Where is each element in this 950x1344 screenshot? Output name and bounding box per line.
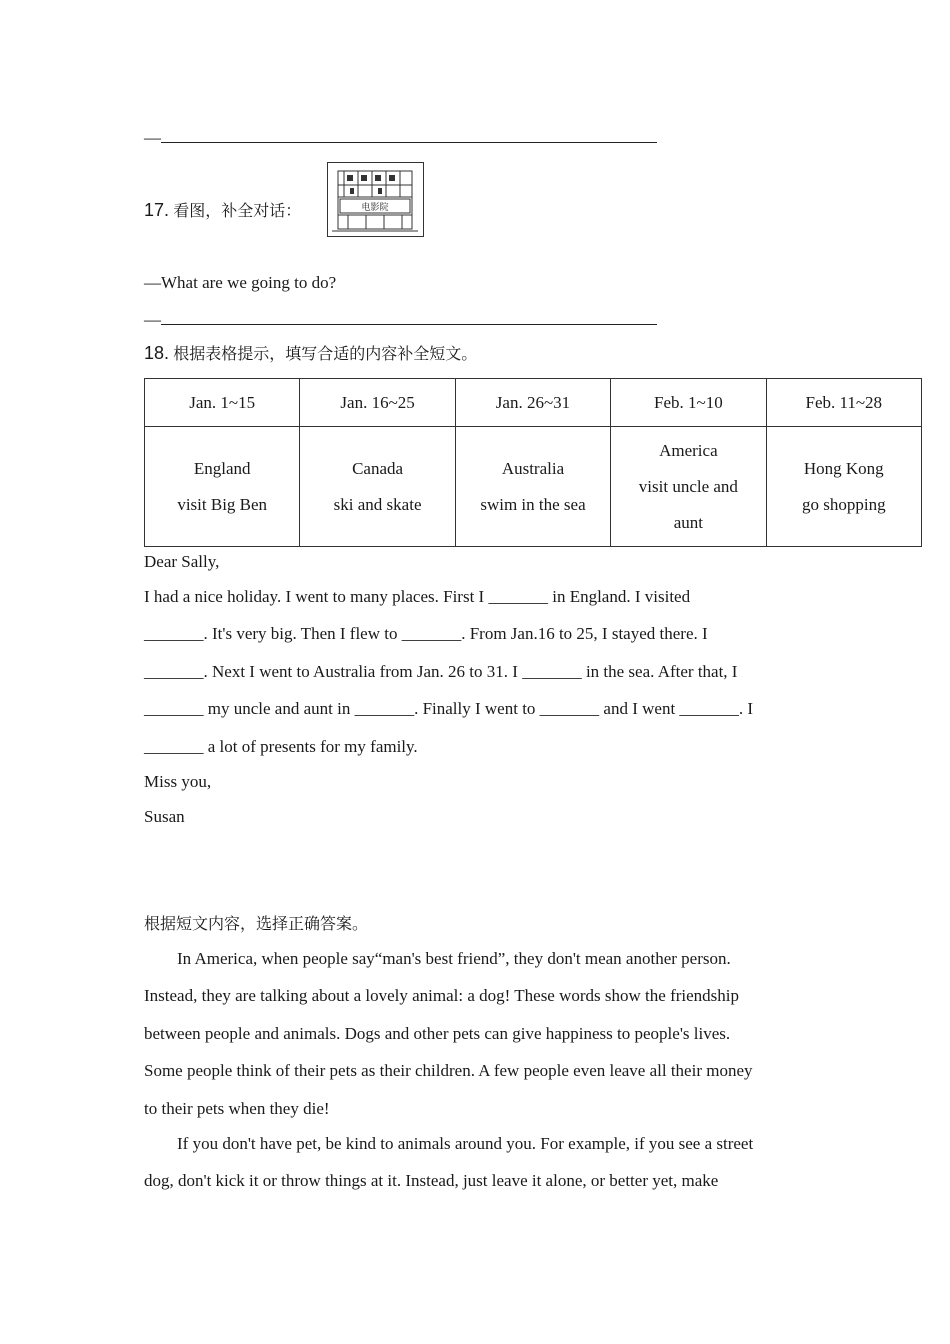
- letter-signature: Susan: [144, 807, 185, 826]
- reading-line: If you don't have pet, be kind to animals around you. For example, if you see a street: [177, 1134, 754, 1153]
- travel-plan-table: [144, 378, 922, 547]
- letter-closing: Miss you,: [144, 772, 212, 791]
- q17-question: —What are we going to do?: [144, 273, 337, 292]
- cinema-picture: [327, 162, 424, 237]
- letter-line: _______. It's very big. Then I flew to _______. From Jan.16 to 25, I stayed there. I: [144, 624, 708, 644]
- reading-line: to their pets when they die!: [144, 1098, 330, 1118]
- answer-dash: —: [144, 310, 161, 329]
- letter-body: [144, 578, 804, 765]
- table-cell-date: Jan. 16~25: [300, 379, 455, 427]
- plan-place: Canada: [352, 458, 404, 478]
- table-cell-plan: [766, 427, 921, 547]
- question-number: 18.: [144, 343, 170, 363]
- letter-line: _______ my uncle and aunt in _______. Finally I went to _______ and I went _______. I: [144, 699, 754, 719]
- plan-activity-continued: aunt: [673, 512, 703, 532]
- plan-activity: visit Big Ben: [177, 494, 268, 514]
- q18-heading: [144, 342, 477, 365]
- table-cell-date: Feb. 11~28: [766, 379, 921, 427]
- q17-answer-line[interactable]: [144, 309, 657, 331]
- plan-activity: ski and skate: [333, 494, 422, 514]
- table-cell-plan: [145, 427, 300, 547]
- reading-line: Some people think of their pets as their children. A few people even leave all their money: [144, 1061, 753, 1081]
- plan-activity: go shopping: [801, 494, 886, 514]
- reading-line: between people and animals. Dogs and other pets can give happiness to people's lives.: [144, 1023, 731, 1043]
- cinema-building-drawing: [328, 163, 423, 236]
- answer-rule: [161, 132, 657, 143]
- plan-activity: visit uncle and: [638, 476, 738, 496]
- answer-rule: [161, 314, 657, 325]
- question-instruction: 看图，补全对话：: [173, 201, 302, 220]
- letter-greeting: Dear Sally,: [144, 552, 220, 571]
- plan-place: Australia: [501, 458, 565, 478]
- question-number: 17.: [144, 200, 170, 220]
- q16-answer-line[interactable]: [144, 127, 657, 149]
- reading-line: Instead, they are talking about a lovely animal: a dog! These words show the friendship: [144, 986, 739, 1006]
- reading-paragraph-1: [144, 940, 804, 1127]
- reading-line: dog, don't kick it or throw things at it. Instead, just leave it alone, or better yet, make: [144, 1171, 719, 1191]
- question-instruction: 根据表格提示，填写合适的内容补全短文。: [173, 344, 478, 363]
- cinema-sign-text: 电影院: [361, 203, 389, 213]
- plan-place: England: [193, 458, 251, 478]
- table-cell-date: Jan. 1~15: [145, 379, 300, 427]
- table-cell-plan: [611, 427, 766, 547]
- letter-line: _______. Next I went to Australia from Jan. 26 to 31. I _______ in the sea. After that, I: [144, 661, 738, 681]
- reading-line: In America, when people say“man's best friend”, they don't mean another person.: [177, 949, 731, 968]
- table-cell-plan: [455, 427, 610, 547]
- table-cell-date: Feb. 1~10: [611, 379, 766, 427]
- reading-instruction: 根据短文内容，选择正确答案。: [144, 914, 369, 933]
- table-row-dates: [145, 379, 922, 427]
- reading-paragraph-2: [144, 1125, 804, 1200]
- table-row-plans: [145, 427, 922, 547]
- plan-activity: swim in the sea: [480, 494, 586, 514]
- letter-line: I had a nice holiday. I went to many places. First I _______ in England. I visited: [144, 587, 691, 606]
- letter-line: _______ a lot of presents for my family.: [144, 736, 418, 756]
- answer-dash: —: [144, 128, 161, 147]
- table-cell-date: Jan. 26~31: [455, 379, 610, 427]
- q17-heading: [144, 199, 301, 222]
- plan-place: Hong Kong: [803, 458, 884, 478]
- plan-place: America: [659, 440, 718, 460]
- table-cell-plan: [300, 427, 455, 547]
